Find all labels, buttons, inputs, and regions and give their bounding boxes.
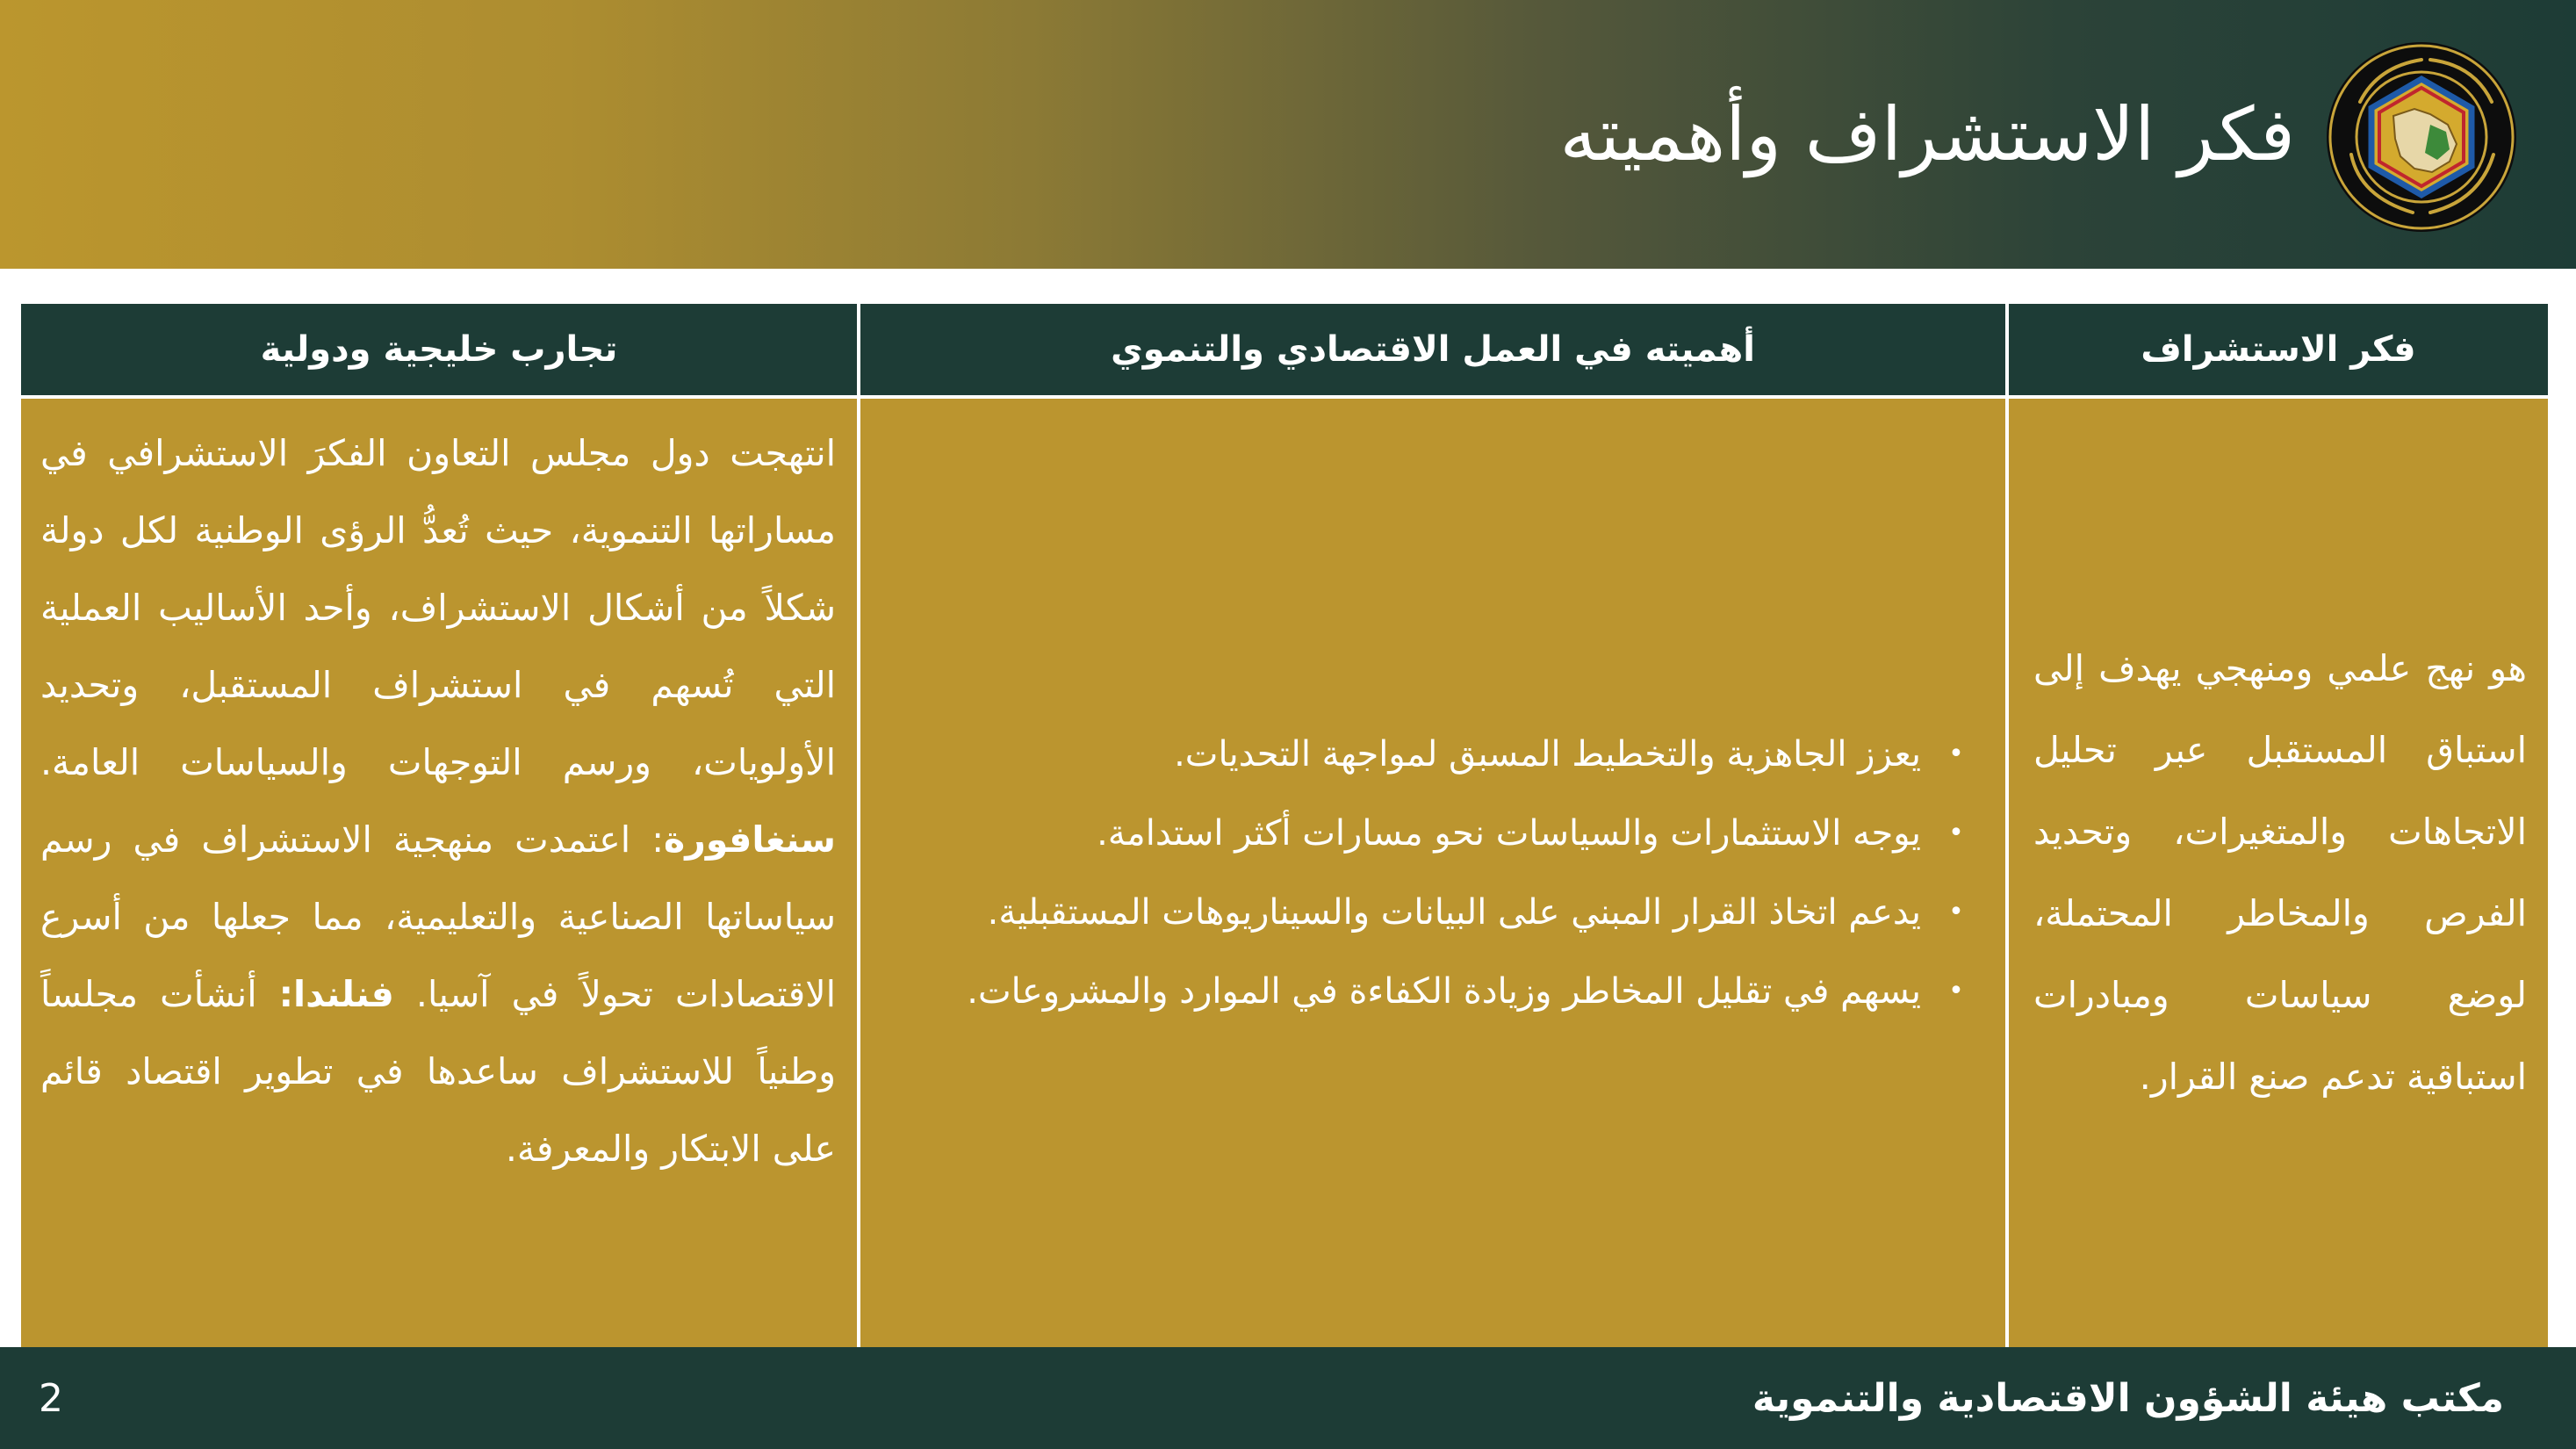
importance-item-text: يعزز الجاهزية والتخطيط المسبق لمواجهة التحديات. — [1174, 734, 1921, 775]
experiences-cell — [21, 399, 857, 1347]
importance-list — [880, 715, 1974, 1031]
definition-text: هو نهج علمي ومنهجي يهدف إلى استباق المستقبل عبر تحليل الاتجاهات والمتغيرات، وتحديد الفرص والمخاطر المحتملة، لوضع سياسات ومبادرات استباقية تدعم صنع القرار. — [2033, 647, 2527, 1098]
list-item — [880, 873, 1974, 952]
bullet-icon: • — [1948, 976, 1964, 1006]
definition-cell — [2009, 399, 2548, 1347]
singapore-label: سنغافورة — [664, 818, 836, 861]
page-number: 2 — [39, 1376, 63, 1421]
column-header-foresight: فكر الاستشراف — [2009, 304, 2548, 395]
column-header-importance: أهميته في العمل الاقتصادي والتنموي — [860, 304, 2005, 395]
list-item — [880, 715, 1974, 794]
bullet-icon: • — [1948, 818, 1964, 848]
finland-text: أنشأت مجلساً وطنياً للاستشراف ساعدها في تطوير اقتصاد قائم على الابتكار والمعرفة. — [40, 973, 836, 1170]
bullet-icon: • — [1948, 897, 1964, 927]
importance-cell — [860, 399, 2005, 1347]
list-item — [880, 952, 1974, 1031]
experiences-text — [40, 415, 836, 1187]
importance-item-text: يسهم في تقليل المخاطر وزيادة الكفاءة في الموارد والمشروعات. — [967, 971, 1921, 1012]
gcc-emblem-icon — [2325, 40, 2518, 234]
singapore-text: : اعتمدت منهجية الاستشراف في رسم سياساتها الصناعية والتعليمية، مما جعلها من أسرع الاقتصادات تحولاً في آسيا. — [40, 818, 836, 1015]
footer-organization: مكتب هيئة الشؤون الاقتصادية والتنموية — [1752, 1376, 2504, 1421]
importance-item-text: يوجه الاستثمارات والسياسات نحو مسارات أكثر استدامة. — [1097, 813, 1921, 854]
footer-bar — [0, 1347, 2576, 1449]
foresight-table — [21, 304, 2562, 1347]
column-header-experiences: تجارب خليجية ودولية — [21, 304, 857, 395]
finland-label: فنلندا: — [278, 973, 394, 1015]
page-title: فكر الاستشراف وأهميته — [1559, 91, 2295, 177]
header-band — [0, 0, 2576, 269]
bullet-icon: • — [1948, 739, 1964, 769]
importance-item-text: يدعم اتخاذ القرار المبني على البيانات والسيناريوهات المستقبلية. — [987, 892, 1921, 933]
list-item — [880, 794, 1974, 873]
gcc-intro-text: انتهجت دول مجلس التعاون الفكرَ الاستشرافي في مساراتها التنموية، حيث تُعدُّ الرؤى الوطنية لكل دولة شكلاً من أشكال الاستشراف، وأحد الأساليب العملية التي تُسهم في استشراف المستقبل، وتحديد الأولويات، ورسم التوجهات والسياسات العامة. — [40, 432, 836, 783]
